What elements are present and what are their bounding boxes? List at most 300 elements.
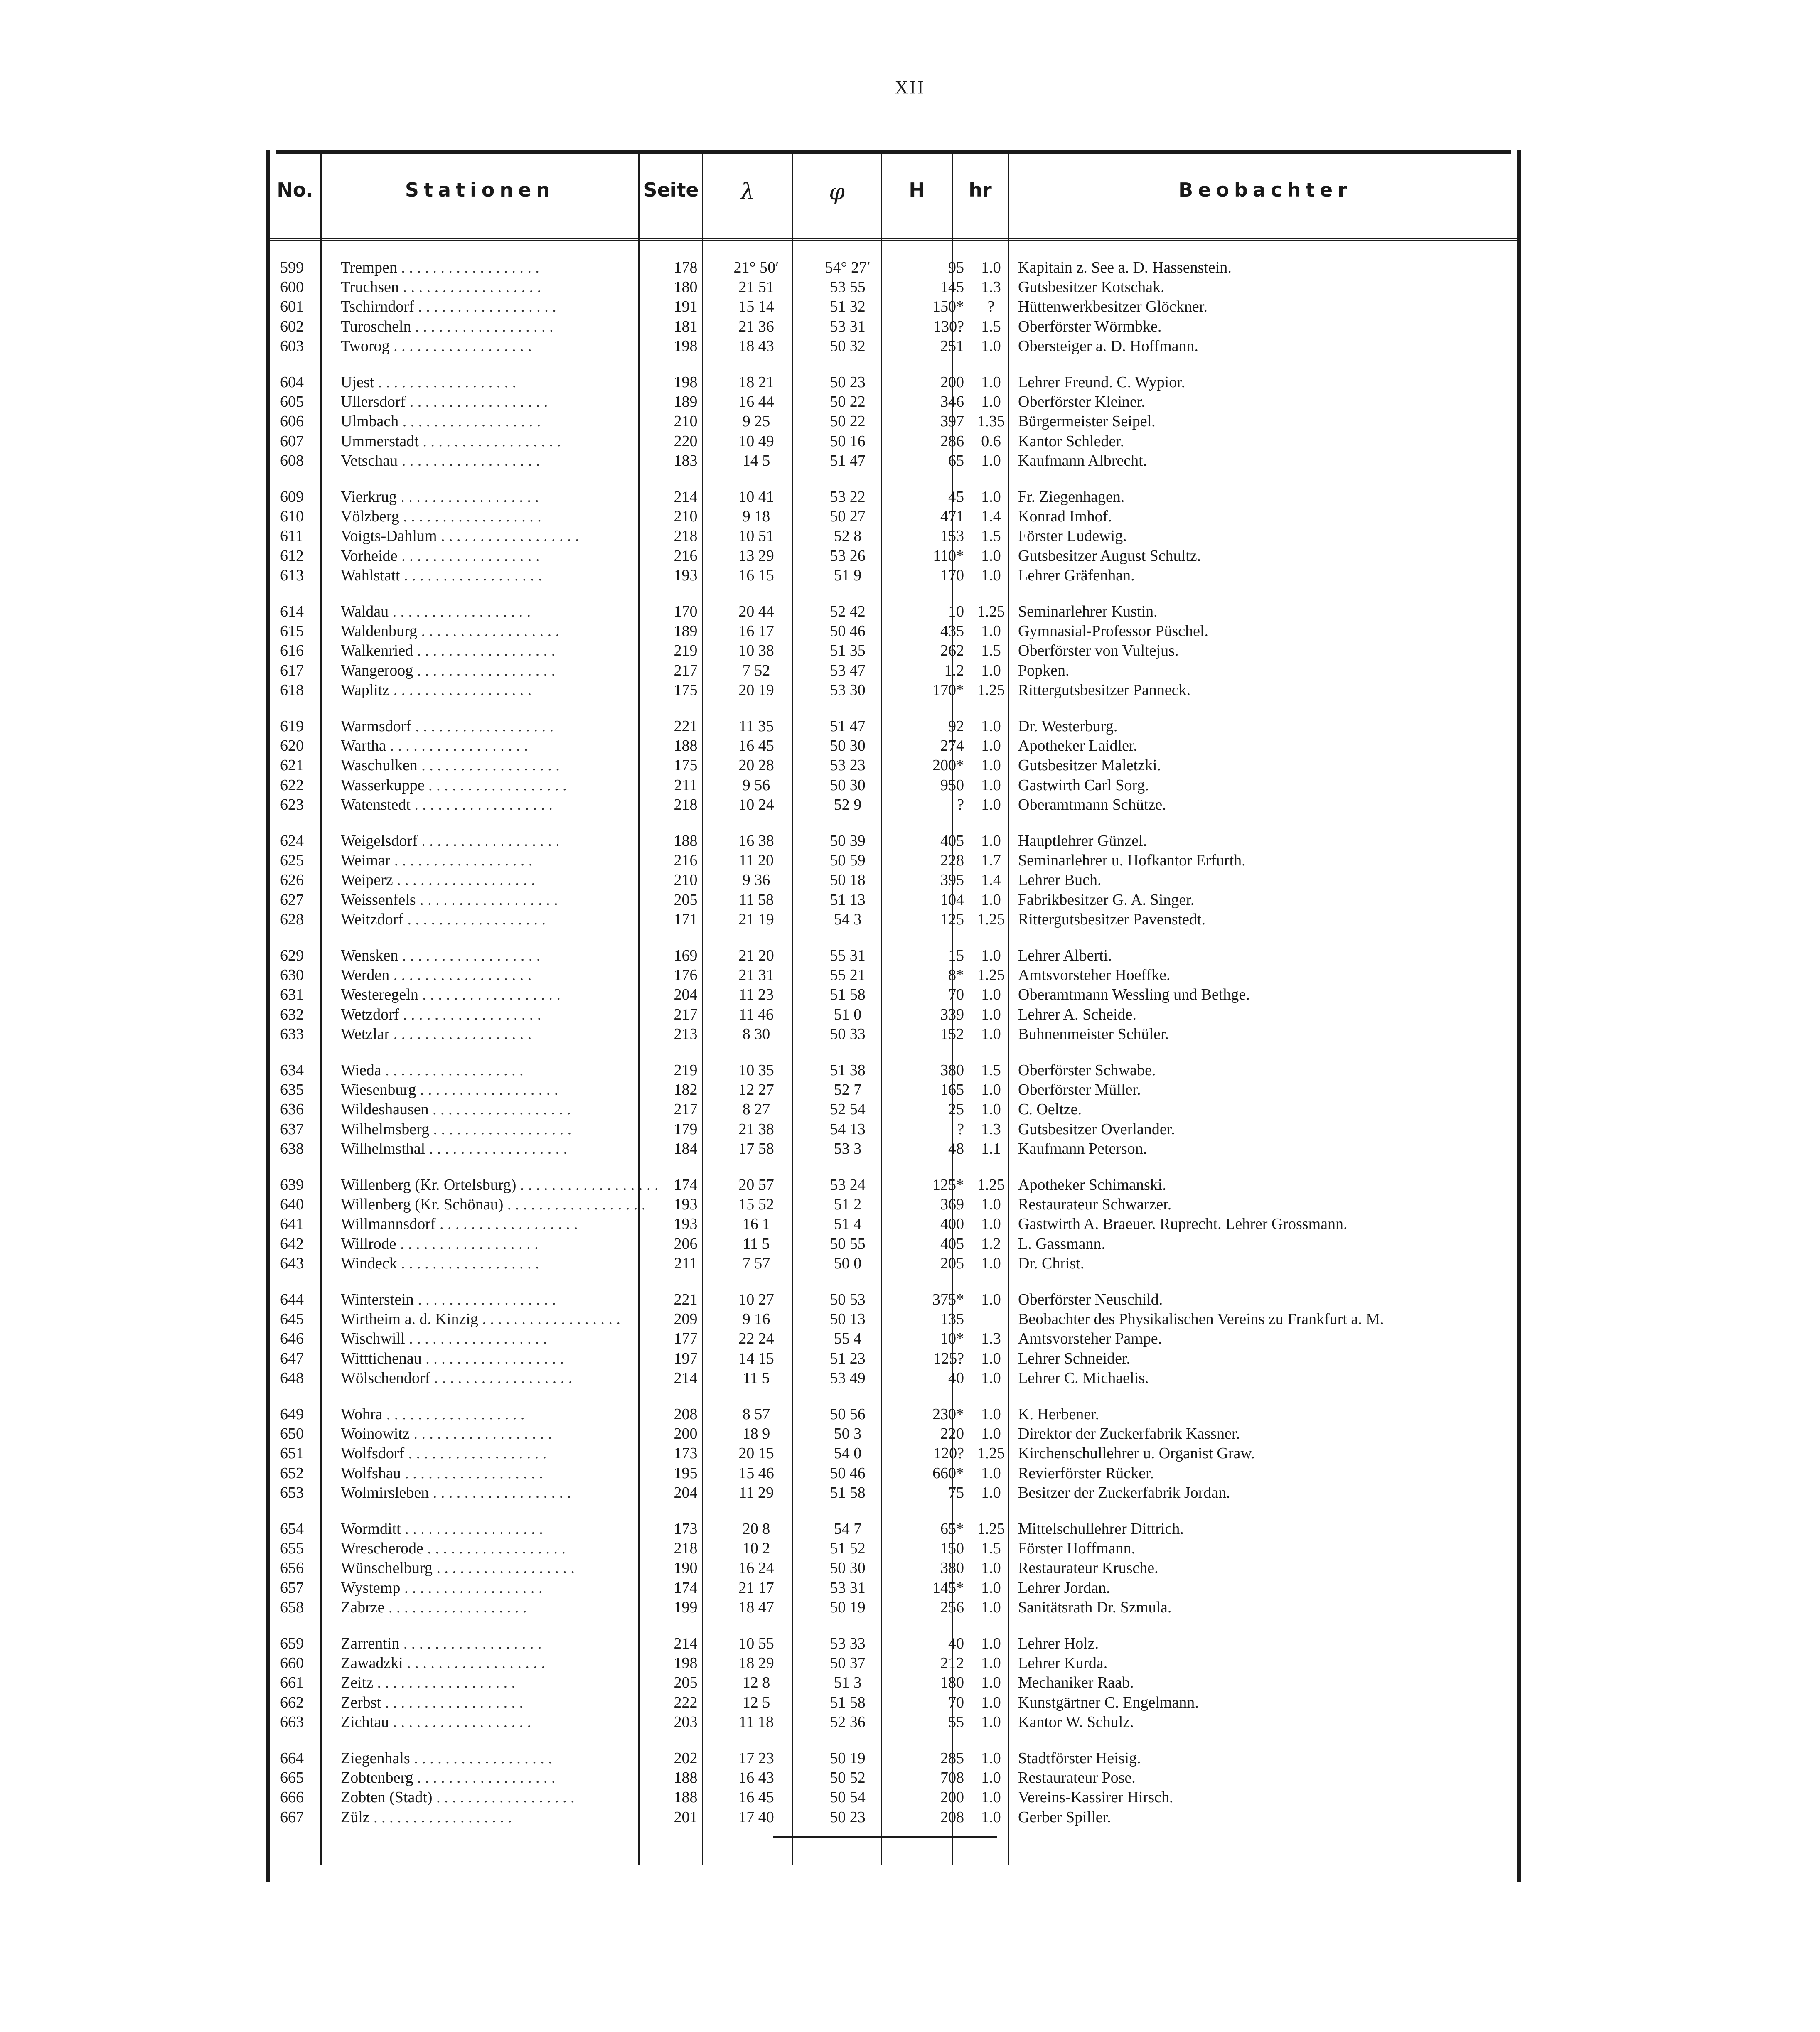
hr-value: 1.0	[981, 1405, 1001, 1423]
lambda-value: 22 24	[738, 1330, 774, 1348]
row-number: 631	[280, 986, 304, 1004]
phi-value: 52 42	[830, 603, 866, 620]
station-name: Weissenfels . . . . . . . . . . . . . . . . . .	[341, 891, 558, 909]
observer-name: Gymnasial-Professor Püschel.	[1018, 622, 1209, 640]
observer-name: Sanitätsrath Dr. Szmula.	[1018, 1598, 1172, 1616]
hr-value: 1.5	[981, 317, 1001, 335]
leader-dots: . . . . . . . . . . . . . . . . . .	[417, 757, 560, 774]
phi-value: 50 46	[830, 1464, 866, 1482]
observer-name: Kaufmann Peterson.	[1018, 1140, 1147, 1157]
station-name: Wilhelmsthal . . . . . . . . . . . . . . . . . .	[341, 1140, 568, 1157]
lambda-value: 8 57	[742, 1405, 770, 1423]
height-value: 380	[940, 1061, 964, 1079]
row-number: 646	[280, 1330, 304, 1348]
row-number: 620	[280, 737, 304, 755]
seite-value: 205	[674, 891, 698, 909]
hr-value: 1.0	[981, 1425, 1001, 1443]
hr-value: 1.0	[981, 566, 1001, 584]
lambda-value: 16 38	[738, 832, 774, 850]
seite-value: 180	[674, 278, 698, 296]
table-row	[266, 277, 1521, 297]
leader-dots: . . . . . . . . . . . . . . . . . .	[503, 1196, 646, 1214]
station-name: Zobten (Stadt) . . . . . . . . . . . . . . . . . .	[341, 1789, 575, 1806]
phi-value: 50 52	[830, 1769, 866, 1787]
table-row	[266, 1578, 1521, 1598]
phi-value: 52 8	[834, 527, 862, 545]
height-value: 950	[940, 776, 964, 794]
seite-value: 188	[674, 832, 698, 850]
leader-dots: . . . . . . . . . . . . . . . . . .	[382, 1405, 525, 1423]
station-name: Willenberg (Kr. Ortelsburg) . . . . . . . . . . . . . . . . . .	[341, 1176, 659, 1194]
row-number: 610	[280, 508, 304, 526]
table-row	[266, 1175, 1521, 1195]
row-number: 626	[280, 871, 304, 889]
observer-name: Rittergutsbesitzer Pavenstedt.	[1018, 910, 1205, 928]
hr-value: 1.0	[981, 1674, 1001, 1692]
lambda-value: 10 27	[738, 1291, 774, 1308]
hr-value: 1.25	[977, 966, 1005, 984]
leader-dots: . . . . . . . . . . . . . . . . . .	[397, 547, 540, 565]
hr-value: 1.0	[981, 1349, 1001, 1367]
table-row	[266, 1748, 1521, 1768]
observer-name: Amtsvorsteher Hoeffke.	[1018, 966, 1171, 984]
station-name: Weiperz . . . . . . . . . . . . . . . . . .	[341, 871, 535, 889]
row-number: 617	[280, 661, 304, 679]
table-row	[266, 1693, 1521, 1713]
lambda-value: 21° 50′	[733, 259, 779, 276]
hr-value: 1.0	[981, 986, 1001, 1004]
row-number: 655	[280, 1540, 304, 1558]
header-seite: Seite	[643, 179, 699, 201]
lambda-value: 13 29	[738, 547, 774, 565]
lambda-value: 9 16	[742, 1310, 770, 1328]
leader-dots: . . . . . . . . . . . . . . . . . .	[409, 1425, 552, 1443]
height-value: 110*	[933, 547, 964, 565]
table-row	[266, 1404, 1521, 1424]
row-number: 652	[280, 1464, 304, 1482]
height-value: 220	[940, 1425, 964, 1443]
observer-name: Obersteiger a. D. Hoffmann.	[1018, 337, 1199, 355]
station-name: Truchsen . . . . . . . . . . . . . . . . . .	[341, 278, 541, 296]
seite-value: 209	[674, 1310, 698, 1328]
station-name: Wrescherode . . . . . . . . . . . . . . . . . .	[341, 1540, 566, 1558]
hr-value: 1.7	[981, 852, 1001, 870]
height-value: 92	[948, 717, 964, 735]
phi-value: 52 7	[834, 1081, 862, 1099]
station-name: Turoscheln . . . . . . . . . . . . . . . . . .	[341, 317, 553, 335]
lambda-value: 16 17	[738, 622, 774, 640]
lambda-value: 21 31	[738, 966, 774, 984]
row-number: 622	[280, 776, 304, 794]
station-name: Tschirndorf . . . . . . . . . . . . . . . . . .	[341, 298, 556, 316]
lambda-value: 11 29	[738, 1484, 774, 1501]
leader-dots: . . . . . . . . . . . . . . . . . .	[381, 1061, 524, 1079]
height-value: 1.2	[944, 661, 964, 679]
station-name: Zobtenberg . . . . . . . . . . . . . . . . . .	[341, 1769, 556, 1787]
seite-value: 193	[674, 566, 698, 584]
leader-dots: . . . . . . . . . . . . . . . . . .	[429, 1120, 572, 1138]
phi-value: 53 30	[830, 681, 866, 699]
hr-value: 1.25	[977, 603, 1005, 620]
leader-dots: . . . . . . . . . . . . . . . . . .	[374, 373, 516, 391]
seite-value: 201	[674, 1808, 698, 1826]
row-number: 612	[280, 547, 304, 565]
phi-value: 50 22	[830, 413, 866, 430]
table-row	[266, 1005, 1521, 1025]
table-row	[266, 1119, 1521, 1139]
lambda-value: 9 18	[742, 508, 770, 526]
leader-dots: . . . . . . . . . . . . . . . . . .	[410, 1749, 552, 1767]
table-row	[266, 985, 1521, 1005]
seite-value: 198	[674, 1654, 698, 1672]
height-value: 125	[940, 910, 964, 928]
leader-dots: . . . . . . . . . . . . . . . . . .	[417, 832, 560, 850]
height-value: 346	[940, 393, 964, 411]
leader-dots: . . . . . . . . . . . . . . . . . .	[418, 986, 561, 1004]
height-value: 48	[948, 1140, 964, 1157]
phi-value: 53 22	[830, 488, 866, 506]
phi-value: 50 27	[830, 508, 866, 526]
leader-dots: . . . . . . . . . . . . . . . . . .	[430, 1369, 573, 1387]
seite-value: 216	[674, 547, 698, 565]
row-number: 641	[280, 1215, 304, 1233]
row-number: 604	[280, 373, 304, 391]
lambda-value: 11 20	[738, 852, 774, 870]
lambda-value: 20 28	[738, 757, 774, 774]
lambda-value: 9 25	[742, 413, 770, 430]
lambda-value: 16 43	[738, 1769, 774, 1787]
table-row	[266, 755, 1521, 775]
seite-value: 174	[674, 1579, 698, 1597]
height-value: 170	[940, 566, 964, 584]
lambda-value: 21 38	[738, 1120, 774, 1138]
phi-value: 51 58	[830, 986, 866, 1004]
lambda-value: 20 44	[738, 603, 774, 620]
observer-name: Bürgermeister Seipel.	[1018, 413, 1156, 430]
phi-value: 51 13	[830, 891, 866, 909]
row-number: 651	[280, 1445, 304, 1462]
seite-value: 177	[674, 1330, 698, 1348]
hr-value: 1.25	[977, 910, 1005, 928]
height-value: 170*	[932, 681, 964, 699]
hr-value: 1.0	[981, 1713, 1001, 1731]
hr-value: 1.0	[981, 796, 1001, 813]
lambda-value: 17 58	[738, 1140, 774, 1157]
lambda-value: 12 8	[742, 1674, 770, 1692]
observer-name: Buhnenmeister Schüler.	[1018, 1025, 1169, 1043]
height-value: 150	[940, 1540, 964, 1558]
phi-value: 55 4	[834, 1330, 862, 1348]
lambda-value: 16 45	[738, 737, 774, 755]
leader-dots: . . . . . . . . . . . . . . . . . .	[398, 947, 541, 964]
leader-dots: . . . . . . . . . . . . . . . . . .	[381, 1693, 524, 1711]
row-number: 660	[280, 1654, 304, 1672]
seite-value: 219	[674, 1061, 698, 1079]
row-number: 627	[280, 891, 304, 909]
hr-value: 1.0	[981, 1464, 1001, 1482]
seite-value: 216	[674, 852, 698, 870]
station-name: Waplitz . . . . . . . . . . . . . . . . . .	[341, 681, 532, 699]
seite-value: 214	[674, 488, 698, 506]
height-value: 251	[940, 337, 964, 355]
observer-name: Oberförster von Vultejus.	[1018, 642, 1179, 660]
observer-name: Mechaniker Raab.	[1018, 1674, 1134, 1692]
table-row	[266, 451, 1521, 471]
height-value: 208	[940, 1808, 964, 1826]
height-value: 65*	[940, 1520, 964, 1538]
hr-value: 1.0	[981, 737, 1001, 755]
row-number: 634	[280, 1061, 304, 1079]
height-value: 40	[948, 1635, 964, 1652]
row-number: 661	[280, 1674, 304, 1692]
row-number: 614	[280, 603, 304, 620]
lambda-value: 11 5	[743, 1369, 770, 1387]
observer-name: Kirchenschullehrer u. Organist Graw.	[1018, 1445, 1255, 1462]
station-name: Wischwill . . . . . . . . . . . . . . . . . .	[341, 1330, 547, 1348]
seite-value: 202	[674, 1749, 698, 1767]
height-value: 15	[948, 947, 964, 964]
phi-value: 50 13	[830, 1310, 866, 1328]
hr-value: 1.0	[981, 1369, 1001, 1387]
phi-value: 51 0	[834, 1005, 862, 1023]
hr-value: 1.0	[981, 1579, 1001, 1597]
table-row	[266, 546, 1521, 566]
phi-value: 53 47	[830, 661, 866, 679]
observer-name: Restaurateur Schwarzer.	[1018, 1196, 1172, 1214]
station-name: Vetschau . . . . . . . . . . . . . . . . . .	[341, 452, 540, 469]
seite-value: 204	[674, 1484, 698, 1501]
observer-name: Kunstgärtner C. Engelmann.	[1018, 1693, 1199, 1711]
lambda-value: 12 5	[742, 1693, 770, 1711]
station-name: Wieda . . . . . . . . . . . . . . . . . .	[341, 1061, 524, 1079]
phi-value: 51 23	[830, 1349, 866, 1367]
observer-name: Kantor Schleder.	[1018, 432, 1124, 450]
table-row	[266, 1463, 1521, 1483]
station-name: Wolfshau . . . . . . . . . . . . . . . . . .	[341, 1464, 543, 1482]
seite-value: 174	[674, 1176, 698, 1194]
hr-value: 1.3	[981, 1330, 1001, 1348]
phi-value: 50 53	[830, 1291, 866, 1308]
hr-value: 1.3	[981, 278, 1001, 296]
lambda-value: 15 46	[738, 1464, 774, 1482]
phi-value: 51 38	[830, 1061, 866, 1079]
row-number: 653	[280, 1484, 304, 1501]
observer-name: Lehrer Alberti.	[1018, 947, 1112, 964]
phi-value: 50 39	[830, 832, 866, 850]
station-name: Zabrze . . . . . . . . . . . . . . . . . .	[341, 1598, 527, 1616]
phi-value: 53 49	[830, 1369, 866, 1387]
seite-value: 183	[674, 452, 698, 469]
phi-value: 50 19	[830, 1749, 866, 1767]
header-beobachter: Beobachter	[1178, 179, 1352, 201]
phi-value: 53 26	[830, 547, 866, 565]
leader-dots: . . . . . . . . . . . . . . . . . .	[397, 1254, 539, 1272]
leader-dots: . . . . . . . . . . . . . . . . . .	[384, 1598, 527, 1616]
hr-value: 1.3	[981, 1120, 1001, 1138]
height-value: 10	[948, 603, 964, 620]
height-value: 400	[940, 1215, 964, 1233]
row-number: 639	[280, 1176, 304, 1194]
station-name: Walkenried . . . . . . . . . . . . . . . . . .	[341, 642, 556, 660]
observer-name: Gutsbesitzer Overlander.	[1018, 1120, 1175, 1138]
hr-value: 1.0	[981, 393, 1001, 411]
seite-value: 219	[674, 642, 698, 660]
phi-value: 54 13	[830, 1120, 866, 1138]
table-row	[266, 1634, 1521, 1654]
phi-value: 50 30	[830, 737, 866, 755]
height-value: 205	[940, 1254, 964, 1272]
observer-name: Restaurateur Krusche.	[1018, 1559, 1158, 1577]
height-value: 228	[940, 852, 964, 870]
height-value: 285	[940, 1749, 964, 1767]
row-number: 664	[280, 1749, 304, 1767]
station-name: Wetzdorf . . . . . . . . . . . . . . . . . .	[341, 1005, 541, 1023]
leader-dots: . . . . . . . . . . . . . . . . . .	[418, 432, 561, 450]
height-value: 380	[940, 1559, 964, 1577]
lambda-value: 8 30	[742, 1025, 770, 1043]
station-name: Wohra . . . . . . . . . . . . . . . . . .	[341, 1405, 525, 1423]
lambda-value: 12 27	[738, 1081, 774, 1099]
station-name: Wetzlar . . . . . . . . . . . . . . . . . .	[341, 1025, 532, 1043]
leader-dots: . . . . . . . . . . . . . . . . . .	[389, 966, 532, 984]
table-row	[266, 1060, 1521, 1080]
height-value: 369	[940, 1196, 964, 1214]
row-number: 644	[280, 1291, 304, 1308]
row-number: 647	[280, 1349, 304, 1367]
phi-value: 50 46	[830, 622, 866, 640]
seite-value: 173	[674, 1445, 698, 1462]
table-row	[266, 506, 1521, 526]
seite-value: 221	[674, 1291, 698, 1308]
row-number: 613	[280, 566, 304, 584]
height-value: 55	[948, 1713, 964, 1731]
height-value: 395	[940, 871, 964, 889]
phi-value: 55 31	[830, 947, 866, 964]
height-value: 70	[948, 1693, 964, 1711]
station-name: Wünschelburg . . . . . . . . . . . . . . . . . .	[341, 1559, 575, 1577]
row-number: 629	[280, 947, 304, 964]
hr-value: 1.1	[981, 1140, 1001, 1157]
observer-name: Seminarlehrer u. Hofkantor Erfurth.	[1018, 852, 1246, 870]
observer-name: Apotheker Laidler.	[1018, 737, 1138, 755]
phi-value: 50 32	[830, 337, 866, 355]
table-row	[266, 1538, 1521, 1558]
lambda-value: 17 23	[738, 1749, 774, 1767]
seite-value: 193	[674, 1196, 698, 1214]
station-name: Warmsdorf . . . . . . . . . . . . . . . . . .	[341, 717, 553, 735]
lambda-value: 11 23	[738, 986, 774, 1004]
seite-value: 175	[674, 757, 698, 774]
seite-value: 214	[674, 1369, 698, 1387]
phi-value: 53 55	[830, 278, 866, 296]
hr-value: 0.6	[981, 432, 1001, 450]
phi-value: 53 23	[830, 757, 866, 774]
height-value: 40	[948, 1369, 964, 1387]
observer-name: Gutsbesitzer August Schultz.	[1018, 547, 1201, 565]
table-row	[266, 870, 1521, 890]
lambda-value: 20 19	[738, 681, 774, 699]
observer-name: Lehrer Schneider.	[1018, 1349, 1131, 1367]
hr-value: 1.5	[981, 1061, 1001, 1079]
height-value: ?	[957, 1120, 964, 1138]
height-value: 10*	[940, 1330, 964, 1348]
lambda-value: 15 14	[738, 298, 774, 316]
hr-value: 1.0	[981, 1635, 1001, 1652]
table-row	[266, 1290, 1521, 1310]
station-name: Witttichenau . . . . . . . . . . . . . . . . . .	[341, 1349, 564, 1367]
station-name: Zarrentin . . . . . . . . . . . . . . . . . .	[341, 1635, 542, 1652]
hr-value: 1.0	[981, 488, 1001, 506]
table-row	[266, 641, 1521, 661]
lambda-value: 18 43	[738, 337, 774, 355]
lambda-value: 7 52	[742, 661, 770, 679]
observer-name: Besitzer der Zuckerfabrik Jordan.	[1018, 1484, 1230, 1501]
hr-value: 1.0	[981, 1789, 1001, 1806]
hr-value: 1.0	[981, 1769, 1001, 1787]
table-row	[266, 1234, 1521, 1254]
observer-name: Gastwirth Carl Sorg.	[1018, 776, 1149, 794]
seite-value: 218	[674, 527, 698, 545]
height-value: 45	[948, 488, 964, 506]
table-row	[266, 1214, 1521, 1234]
lambda-value: 16 1	[742, 1215, 770, 1233]
phi-value: 50 59	[830, 852, 866, 870]
seite-value: 188	[674, 1769, 698, 1787]
row-number: 663	[280, 1713, 304, 1731]
station-name: Willrode . . . . . . . . . . . . . . . . . .	[341, 1235, 539, 1253]
phi-value: 53 31	[830, 317, 866, 335]
phi-value: 52 54	[830, 1101, 866, 1118]
lambda-value: 10 49	[738, 432, 774, 450]
table-row	[266, 1673, 1521, 1693]
seite-value: 221	[674, 717, 698, 735]
seite-value: 184	[674, 1140, 698, 1157]
phi-value: 53 24	[830, 1176, 866, 1194]
hr-value: 1.25	[977, 1520, 1005, 1538]
height-value: 130?	[933, 317, 964, 335]
seite-value: 218	[674, 796, 698, 813]
seite-value: 200	[674, 1425, 698, 1443]
seite-value: 217	[674, 1005, 698, 1023]
row-number: 601	[280, 298, 304, 316]
observer-name: Lehrer Kurda.	[1018, 1654, 1108, 1672]
table-row	[266, 1424, 1521, 1444]
hr-value: 1.0	[981, 1559, 1001, 1577]
leader-dots: . . . . . . . . . . . . . . . . . .	[369, 1808, 512, 1826]
phi-value: 50 0	[834, 1254, 862, 1272]
leader-dots: . . . . . . . . . . . . . . . . . .	[413, 1769, 556, 1787]
seite-value: 189	[674, 622, 698, 640]
height-value: 145	[940, 278, 964, 296]
height-value: 104	[940, 891, 964, 909]
seite-value: 198	[674, 337, 698, 355]
hr-value: 1.2	[981, 1235, 1001, 1253]
leader-dots: . . . . . . . . . . . . . . . . . .	[432, 1559, 575, 1577]
table-row	[266, 1024, 1521, 1044]
hr-value: 1.0	[981, 717, 1001, 735]
height-value: 75	[948, 1484, 964, 1501]
observer-name: Kantor W. Schulz.	[1018, 1713, 1134, 1731]
lambda-value: 8 27	[742, 1101, 770, 1118]
height-value: 708	[940, 1769, 964, 1787]
observer-name: Seminarlehrer Kustin.	[1018, 603, 1158, 620]
row-number: 667	[280, 1808, 304, 1826]
station-name: Ziegenhals . . . . . . . . . . . . . . . . . .	[341, 1749, 552, 1767]
row-number: 659	[280, 1635, 304, 1652]
hr-value: 1.4	[981, 871, 1001, 889]
row-number: 649	[280, 1405, 304, 1423]
leader-dots: . . . . . . . . . . . . . . . . . .	[398, 452, 540, 469]
